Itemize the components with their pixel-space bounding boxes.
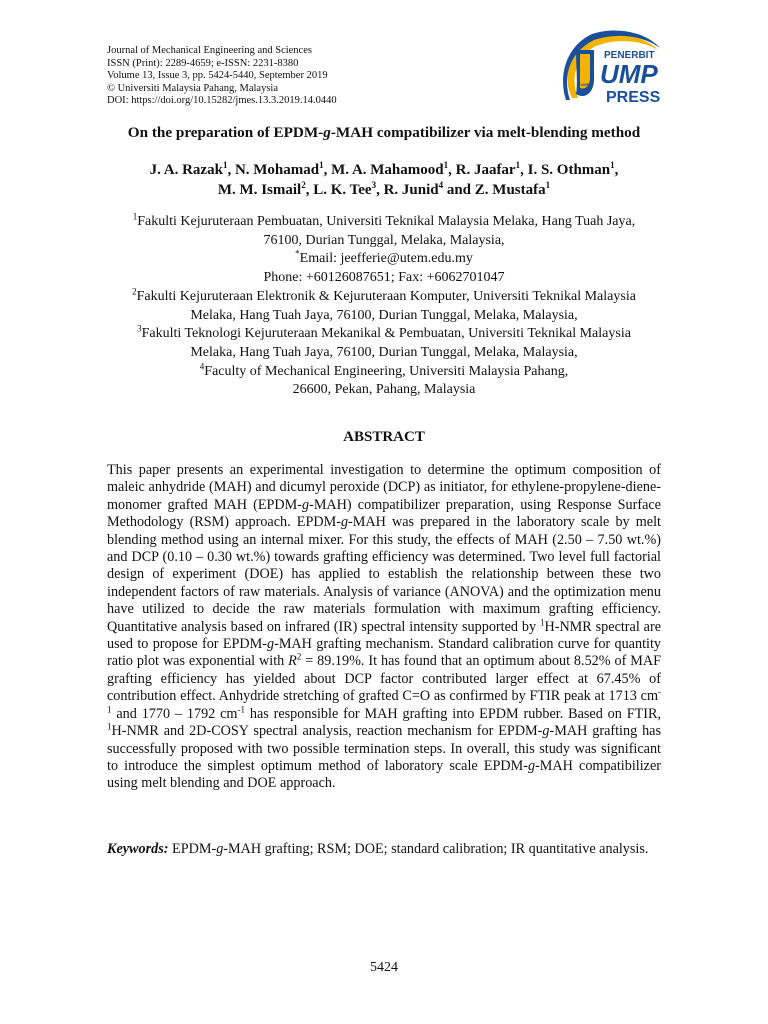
logo-press-text: PRESS xyxy=(606,89,661,106)
affiliation-line: $^3$Fakulti Teknologi Kejuruteraan Mekanikal & Pembuatan, Universiti Teknikal Malaysia xyxy=(137,323,631,342)
logo-inner-text: UMP xyxy=(580,82,590,87)
journal-name: Journal of Mechanical Engineering and Sciences xyxy=(107,45,312,56)
journal-doi[interactable]: DOI: https://doi.org/10.15282/jmes.13.3.2019.14.0440 xyxy=(107,95,337,107)
affiliation-line: $^4$Faculty of Mechanical Engineering, Universiti Malaysia Pahang, xyxy=(199,360,569,379)
affiliation-line: Melaka, Hang Tuah Jaya, 76100, Durian Tunggal, Melaka, Malaysia, xyxy=(190,307,578,323)
affiliations xyxy=(0,213,768,400)
affiliation-line: $^1$Fakulti Kejuruteraan Pembuatan, Universiti Teknikal Malaysia Melaka, Hang Tuah Jaya, xyxy=(132,211,636,229)
affiliation-line: Melaka, Hang Tuah Jaya, 76100, Durian Tunggal, Melaka, Malaysia, xyxy=(190,344,578,360)
affiliation-line: 26600, Pekan, Pahang, Malaysia xyxy=(292,382,476,398)
abstract-body: This paper presents an experimental investigation to determine the optimum composition of maleic anhydride (MAH) and dicumyl peroxide (DCP) as initiator, for ethylene-propylene-diene-monomer grafted MAH (EPDM-g-MAH) compatibilizer preparation, using Response Surface Methodology (RSM) approach. EPDM-g-MAH was prepared in the laboratory scale by melt blending method using an internal mixer. For this study, the effects of MAH (2.50 – 7.50 wt.%) and DCP (0.10 – 0.30 wt.%) towards grafting efficiency was determined. Two level full factorial design of experiment (DOE) has applied to establish the relationship between these two independent factors of raw materials. Analysis of variance (ANOVA) and the optimization menu have utilized to decide the raw materials formulation with maximum grafting efficiency. Quantitative analysis based on infrared (IR) spectral intensity supported by $^1$H-NMR spectral are used to propose for EPDM-g-MAH grafting mechanism. Standard calibration curve for quantity ratio plot was exponential with $R^2 = 89.19\%$. It has found that an optimum about 8.52% of MAF grafting efficiency has yielded about DCP factor contributed larger effect at 67.45% of contribution effect. Anhydride stretching of grafted C=O as confirmed by FTIR peak at 1713 $cm^{-1}$ and 1770 – 1792 $cm^{-1}$ has responsible for MAH grafting into EPDM rubber. Based on FTIR, $^1$H-NMR and 2D-COSY spectral analysis, reaction mechanism for EPDM-g-MAH grafting has successfully proposed with two possible termination steps. In overall, this study was significant to introduce the simplest optimum method of laboratory scale EPDM-g-MAH compatibilizer using melt blending and DOE approach. xyxy=(107,462,662,792)
keywords: Keywords: EPDM-g-MAH grafting; RSM; DOE; standard calibration; IR quantitative analysis. xyxy=(107,841,649,857)
logo-ump-text: UMP xyxy=(600,59,658,89)
affiliation-phone: Phone: +60126087651; Fax: +6062701047 xyxy=(263,270,505,286)
affiliation-email: *Email: jeefferie@utem.edu.my xyxy=(295,248,473,267)
penerbit-ump-press-logo xyxy=(558,28,662,114)
abstract-heading: ABSTRACT xyxy=(343,429,425,445)
affiliation-line: 76100, Durian Tunggal, Melaka, Malaysia, xyxy=(263,232,505,248)
author-list xyxy=(0,160,768,200)
journal-issn: ISSN (Print): 2289-4659; e-ISSN: 2231-8380 xyxy=(107,57,299,69)
affiliation-line: $^2$Fakulti Kejuruteraan Elektronik & Kejuruteraan Komputer, Universiti Teknikal Malaysia xyxy=(132,286,636,304)
author-line-2: M. M. Ismail$^2$, L. K. Tee$^3$, R. Junid$^4$ and Z. Mustafa$^1$ xyxy=(217,180,551,198)
paper-title: On the preparation of EPDM-g-MAH compatibilizer via melt-blending method xyxy=(127,124,641,141)
logo-penerbit-text: PENERBIT xyxy=(604,50,655,61)
journal-volume: Volume 13, Issue 3, pp. 5424-5440, September 2019 xyxy=(107,70,328,82)
journal-copyright: © Universiti Malaysia Pahang, Malaysia xyxy=(107,82,278,94)
author-line-1: J. A. Razak$^1$, N. Mohamad$^1$, M. A. Mahamood$^1$, R. Jaafar$^1$, I. S. Othman$^1$, xyxy=(149,160,619,178)
page-number: 5424 xyxy=(370,960,398,975)
journal-header xyxy=(107,45,337,108)
